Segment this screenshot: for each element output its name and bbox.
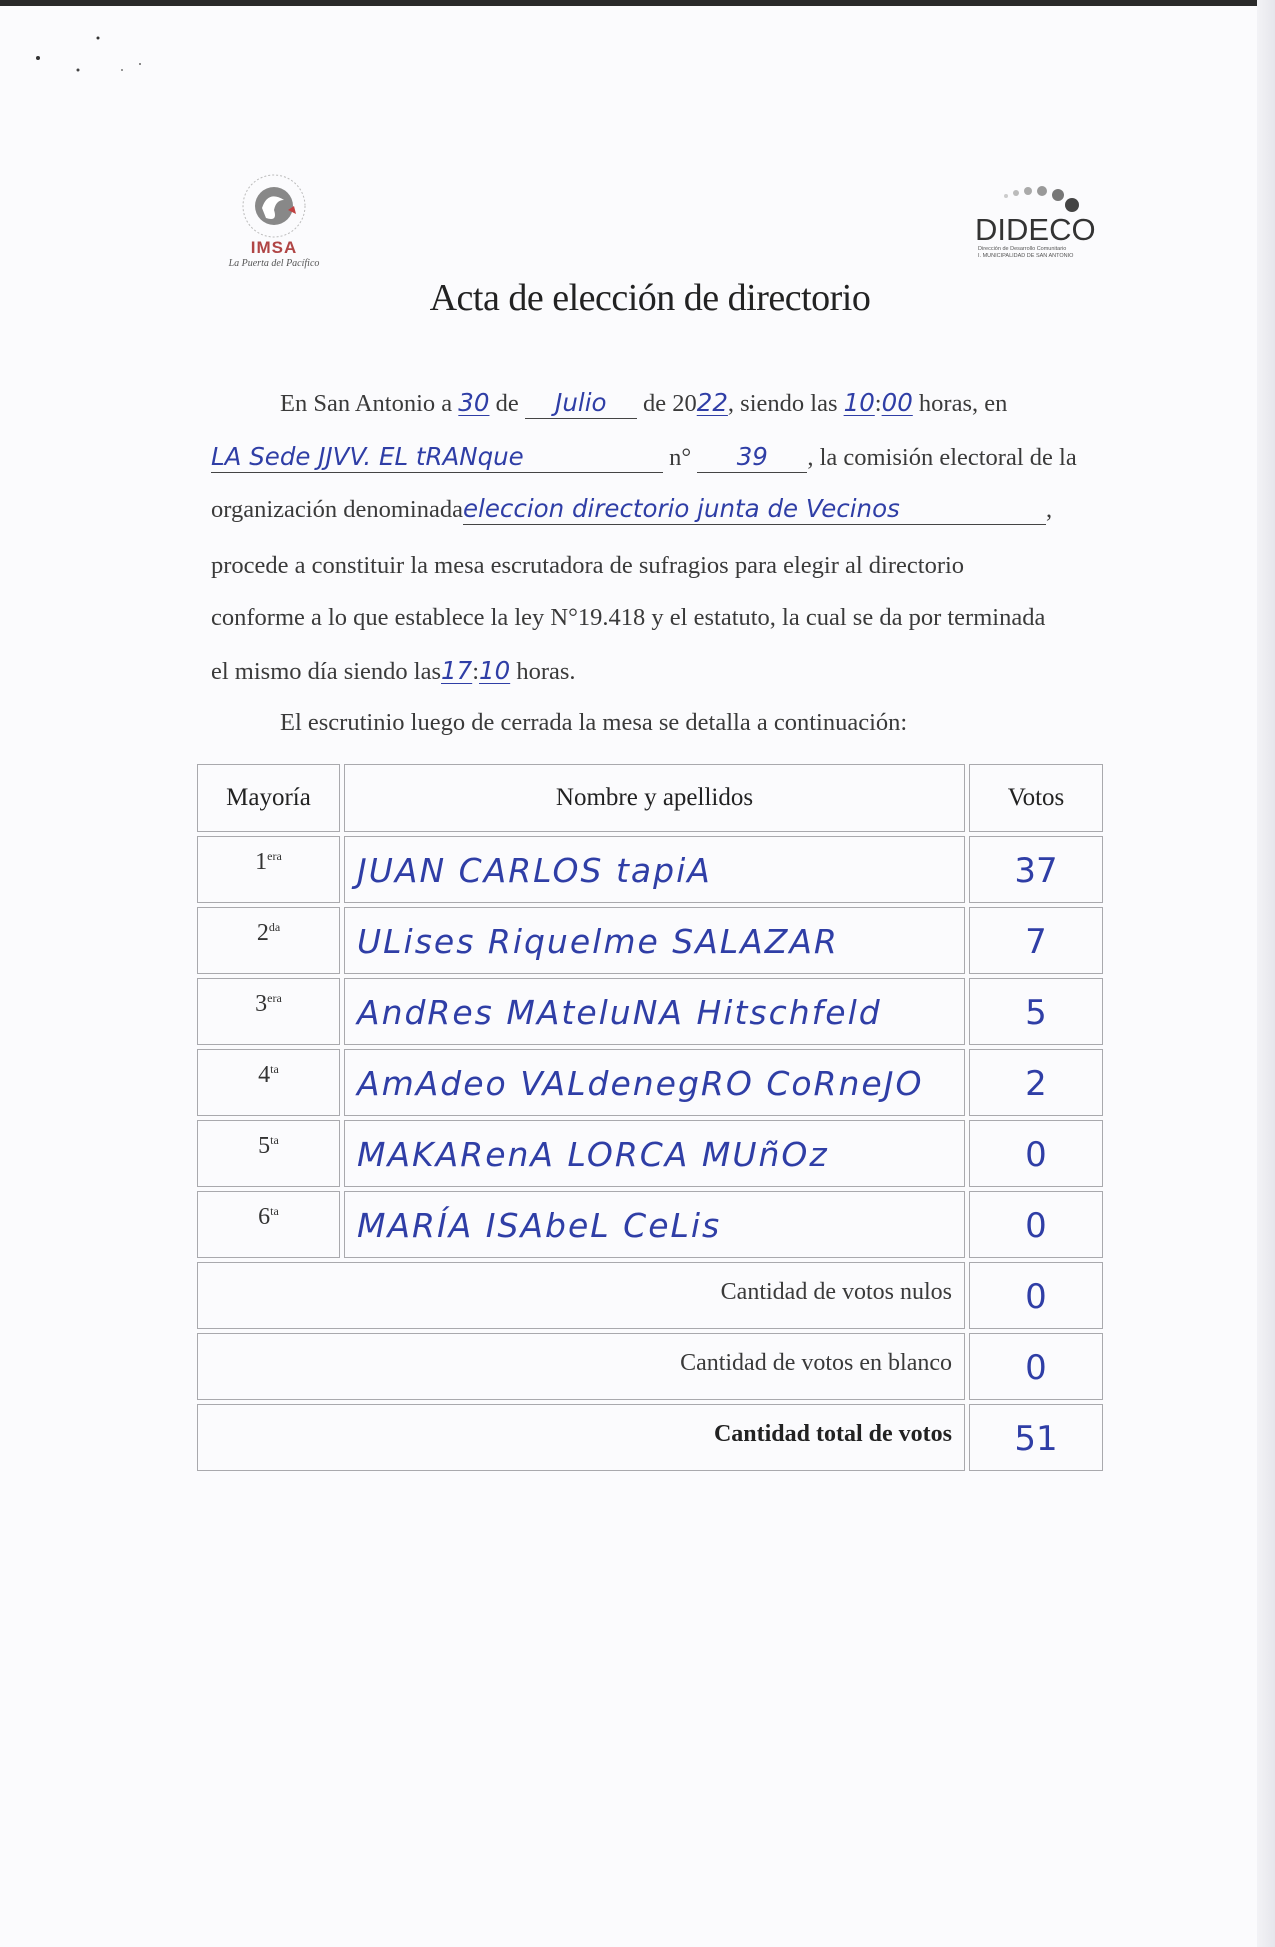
scan-specks bbox=[30, 30, 160, 80]
candidate-votes: 37 bbox=[969, 836, 1103, 903]
intro-line-3 bbox=[211, 494, 1095, 525]
candidate-votes: 2 bbox=[969, 1049, 1103, 1116]
rank-cell bbox=[197, 978, 340, 1045]
candidate-name: ULises Riquelme SALAZAR bbox=[344, 907, 965, 974]
day-field: 30 bbox=[458, 388, 490, 417]
rank-cell bbox=[197, 836, 340, 903]
dideco-municipality: I. MUNICIPALIDAD DE SAN ANTONIO bbox=[978, 253, 1074, 259]
text-fragment: de bbox=[495, 390, 519, 417]
header-name: Nombre y apellidos bbox=[344, 764, 965, 832]
text-fragment: n° bbox=[669, 444, 692, 471]
dideco-subtitle: Dirección de Desarrollo Comunitario bbox=[978, 246, 1067, 252]
month-field: Julio bbox=[525, 388, 637, 419]
imsa-tagline: La Puerta del Pacífico bbox=[228, 258, 320, 269]
rank-number: 4 bbox=[258, 1062, 271, 1088]
blank-votes-count: 0 bbox=[969, 1333, 1103, 1400]
rank-number: 2 bbox=[256, 920, 269, 946]
rank-number: 5 bbox=[258, 1133, 271, 1159]
year-field: 22 bbox=[696, 388, 728, 417]
start-hour-field: 10 bbox=[843, 388, 875, 417]
candidate-name: MAKARenA LORCA MUñOz bbox=[344, 1120, 965, 1187]
place-field: LA Sede JJVV. EL tRANque bbox=[211, 442, 663, 473]
rank-cell bbox=[197, 1049, 340, 1116]
text-fragment: En San Antonio a bbox=[280, 390, 453, 417]
null-votes-count: 0 bbox=[969, 1262, 1103, 1329]
null-votes-label: Cantidad de votos nulos bbox=[197, 1262, 965, 1329]
intro-line-4: procede a constituir la mesa escrutadora de sufragios para elegir al directorio bbox=[211, 552, 965, 579]
rank-number: 1 bbox=[255, 849, 268, 875]
intro-line-2 bbox=[211, 442, 1095, 473]
rank-number: 3 bbox=[255, 991, 268, 1017]
start-minute-field: 00 bbox=[881, 388, 913, 417]
rank-suffix: ta bbox=[270, 1133, 279, 1147]
candidate-votes: 0 bbox=[969, 1120, 1103, 1187]
time-separator: : bbox=[472, 658, 479, 685]
text-fragment: organización denominada bbox=[211, 496, 463, 523]
imsa-name: IMSA bbox=[250, 238, 298, 257]
intro-line-1 bbox=[280, 388, 1164, 419]
imsa-logo bbox=[212, 170, 336, 274]
header-rank: Mayoría bbox=[197, 764, 340, 832]
text-fragment: , bbox=[1045, 496, 1053, 523]
imsa-emblem-icon bbox=[212, 170, 336, 240]
candidate-name: AndRes MAteluNA Hitschfeld bbox=[344, 978, 965, 1045]
dideco-dots-icon bbox=[970, 182, 1100, 216]
scan-edge-right bbox=[1257, 0, 1275, 1947]
end-hour-field: 17 bbox=[441, 656, 473, 685]
dideco-logo bbox=[970, 182, 1100, 266]
intro-line-5: conforme a lo que establece la ley N°19.418 y el estatuto, la cual se da por terminada bbox=[211, 604, 1046, 631]
time-separator: : bbox=[874, 390, 882, 417]
document-title: Acta de elección de directorio bbox=[429, 277, 871, 319]
text-fragment: horas, en bbox=[918, 390, 1008, 417]
rank-number: 6 bbox=[258, 1204, 271, 1230]
rank-suffix: era bbox=[267, 991, 282, 1005]
intro-line-7: El escrutinio luego de cerrada la mesa se detalla a continuación: bbox=[280, 709, 908, 736]
rank-cell bbox=[197, 1120, 340, 1187]
organization-field: eleccion directorio junta de Vecinos bbox=[463, 494, 1046, 525]
candidate-name: AmAdeo VALdenegRO CoRneJO bbox=[344, 1049, 965, 1116]
number-field: 39 bbox=[697, 442, 807, 473]
text-fragment: horas. bbox=[516, 658, 576, 685]
intro-line-6 bbox=[211, 656, 1095, 686]
total-votes-label: Cantidad total de votos bbox=[197, 1404, 965, 1471]
candidate-votes: 0 bbox=[969, 1191, 1103, 1258]
scan-edge-top bbox=[0, 0, 1275, 6]
text-fragment: de 20 bbox=[642, 390, 697, 417]
rank-suffix: ta bbox=[270, 1062, 279, 1076]
rank-cell bbox=[197, 1191, 340, 1258]
dideco-name: DIDECO bbox=[975, 212, 1096, 247]
text-fragment: , siendo las bbox=[727, 390, 838, 417]
text-fragment: el mismo día siendo las bbox=[211, 658, 441, 685]
end-minute-field: 10 bbox=[479, 656, 511, 685]
candidate-name: MARÍA ISAbeL CeLis bbox=[344, 1191, 965, 1258]
text-fragment: , la comisión electoral de la bbox=[807, 444, 1077, 471]
candidate-name: JUAN CARLOS tapiA bbox=[344, 836, 965, 903]
candidate-votes: 7 bbox=[969, 907, 1103, 974]
rank-suffix: ta bbox=[270, 1204, 279, 1218]
rank-suffix: da bbox=[268, 920, 281, 934]
results-table bbox=[193, 760, 1107, 1476]
rank-suffix: era bbox=[267, 849, 282, 863]
header-votes: Votos bbox=[969, 764, 1103, 832]
rank-cell bbox=[197, 907, 340, 974]
total-votes-count: 51 bbox=[969, 1404, 1103, 1471]
candidate-votes: 5 bbox=[969, 978, 1103, 1045]
blank-votes-label: Cantidad de votos en blanco bbox=[197, 1333, 965, 1400]
